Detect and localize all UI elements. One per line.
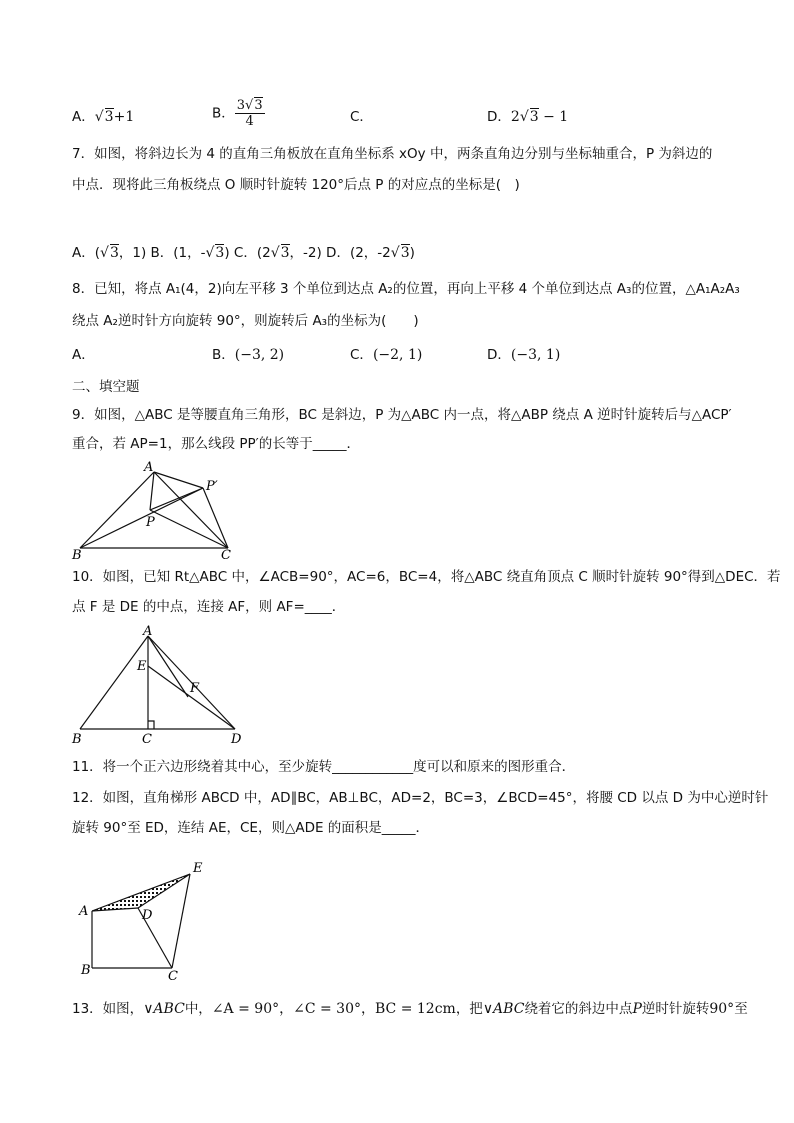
q10-edge-af <box>148 636 188 697</box>
q10-edge-ab <box>80 636 148 729</box>
q9-edge-bpp <box>80 488 203 548</box>
q8-option-d: D．(−3, 1) <box>487 347 561 363</box>
q8-line-1: 8．已知，将点 A₁(4，2)向左平移 3 个单位到达点 A₂的位置，再向上平移 4 个单位到达点 A₃的位置，△A₁A₂A₃ <box>72 281 740 297</box>
q10-label-b: B <box>72 732 82 746</box>
q7-line-1: 7．如图，将斜边长为 4 的直角三角板放在直角坐标系 xOy 中，两条直角边分别与坐标轴重合，P 为斜边的 <box>72 146 713 162</box>
q12-line-1: 12．如图，直角梯形 ABCD 中，AD∥BC，AB⊥BC，AD=2，BC=3，∠BCD=45°，将腰 CD 以点 D 为中心逆时针 <box>72 790 769 806</box>
q10-line-2: 点 F 是 DE 的中点，连接 AF，则 AF=____． <box>72 599 346 615</box>
q6-option-d: D．2√3 − 1 <box>487 109 569 125</box>
q8-option-a: A． <box>72 347 95 363</box>
q9-label-b: B <box>72 548 82 560</box>
q12-label-b: B <box>81 963 91 978</box>
q10-label-f: F <box>190 681 200 696</box>
section-heading: 二、填空题 <box>72 379 140 395</box>
q9-label-a: A <box>144 460 154 475</box>
q10-right-angle-mark <box>148 721 154 729</box>
q10-line-1: 10．如图，已知 Rt△ABC 中，∠ACB=90°，AC=6，BC=4，将△ABC 绕直角顶点 C 顺时针旋转 90°得到△DEC．若 <box>72 569 781 585</box>
q11-line-1: 11．将一个正六边形绕着其中心，至少旋转____________度可以和原来的图形重合． <box>72 759 576 775</box>
q9-line-1: 9．如图，△ABC 是等腰直角三角形，BC 是斜边，P 为△ABC 内一点，将△ABP 绕点 A 逆时针旋转后与△ACP′ <box>72 407 732 423</box>
q6-option-b: B． $\frac{3√3}{4}$ <box>212 98 263 129</box>
q9-edge-cpp <box>203 488 228 548</box>
q12-label-a: A <box>79 904 89 919</box>
q8-option-b: B．(−3, 2) <box>212 347 285 363</box>
q10-figure <box>70 624 250 746</box>
q12-label-d: D <box>142 908 153 923</box>
q9-label-c: C <box>221 548 231 560</box>
q10-label-d: D <box>231 732 242 746</box>
q10-label-a: A <box>143 624 153 639</box>
q10-edge-ed <box>148 666 235 729</box>
q7-options: A．(√3，1) B．(1，-√3) C．(2√3，-2) D．(2，-2√3) <box>72 245 415 261</box>
q10-label-e: E <box>137 659 147 674</box>
q12-label-e: E <box>193 861 203 876</box>
q6-option-c: C． <box>350 109 373 125</box>
q9-label-pp: P′ <box>206 479 218 494</box>
q9-edge-pc <box>150 510 228 548</box>
q9-figure <box>70 458 240 560</box>
q9-edge-ap <box>150 472 154 510</box>
q13-line-1: 13．如图，∨ABC中，∠A = 90°，∠C = 30°，BC = 12cm，把∨ABC绕着它的斜边中点P逆时针旋转90°至 <box>72 1001 748 1017</box>
q9-line-2: 重合，若 AP=1，那么线段 PP′的长等于_____． <box>72 436 360 452</box>
q6-option-a: A．√3+1 <box>72 109 135 125</box>
q8-option-c: C．(−2, 1) <box>350 347 423 363</box>
q12-figure <box>72 856 222 982</box>
q9-edge-ab <box>80 472 154 548</box>
q9-label-p: P <box>146 515 155 530</box>
q12-label-c: C <box>168 969 178 982</box>
q12-line-2: 旋转 90°至 ED，连结 AE，CE，则△ADE 的面积是_____． <box>72 820 430 836</box>
q7-line-2: 中点．现将此三角板绕点 O 顺时针旋转 120°后点 P 的对应点的坐标是( ) <box>72 177 520 193</box>
q10-label-c: C <box>142 732 152 746</box>
q8-line-2: 绕点 A₂逆时针方向旋转 90°，则旋转后 A₃的坐标为( ) <box>72 313 419 329</box>
q12-edge-ec <box>172 874 190 968</box>
